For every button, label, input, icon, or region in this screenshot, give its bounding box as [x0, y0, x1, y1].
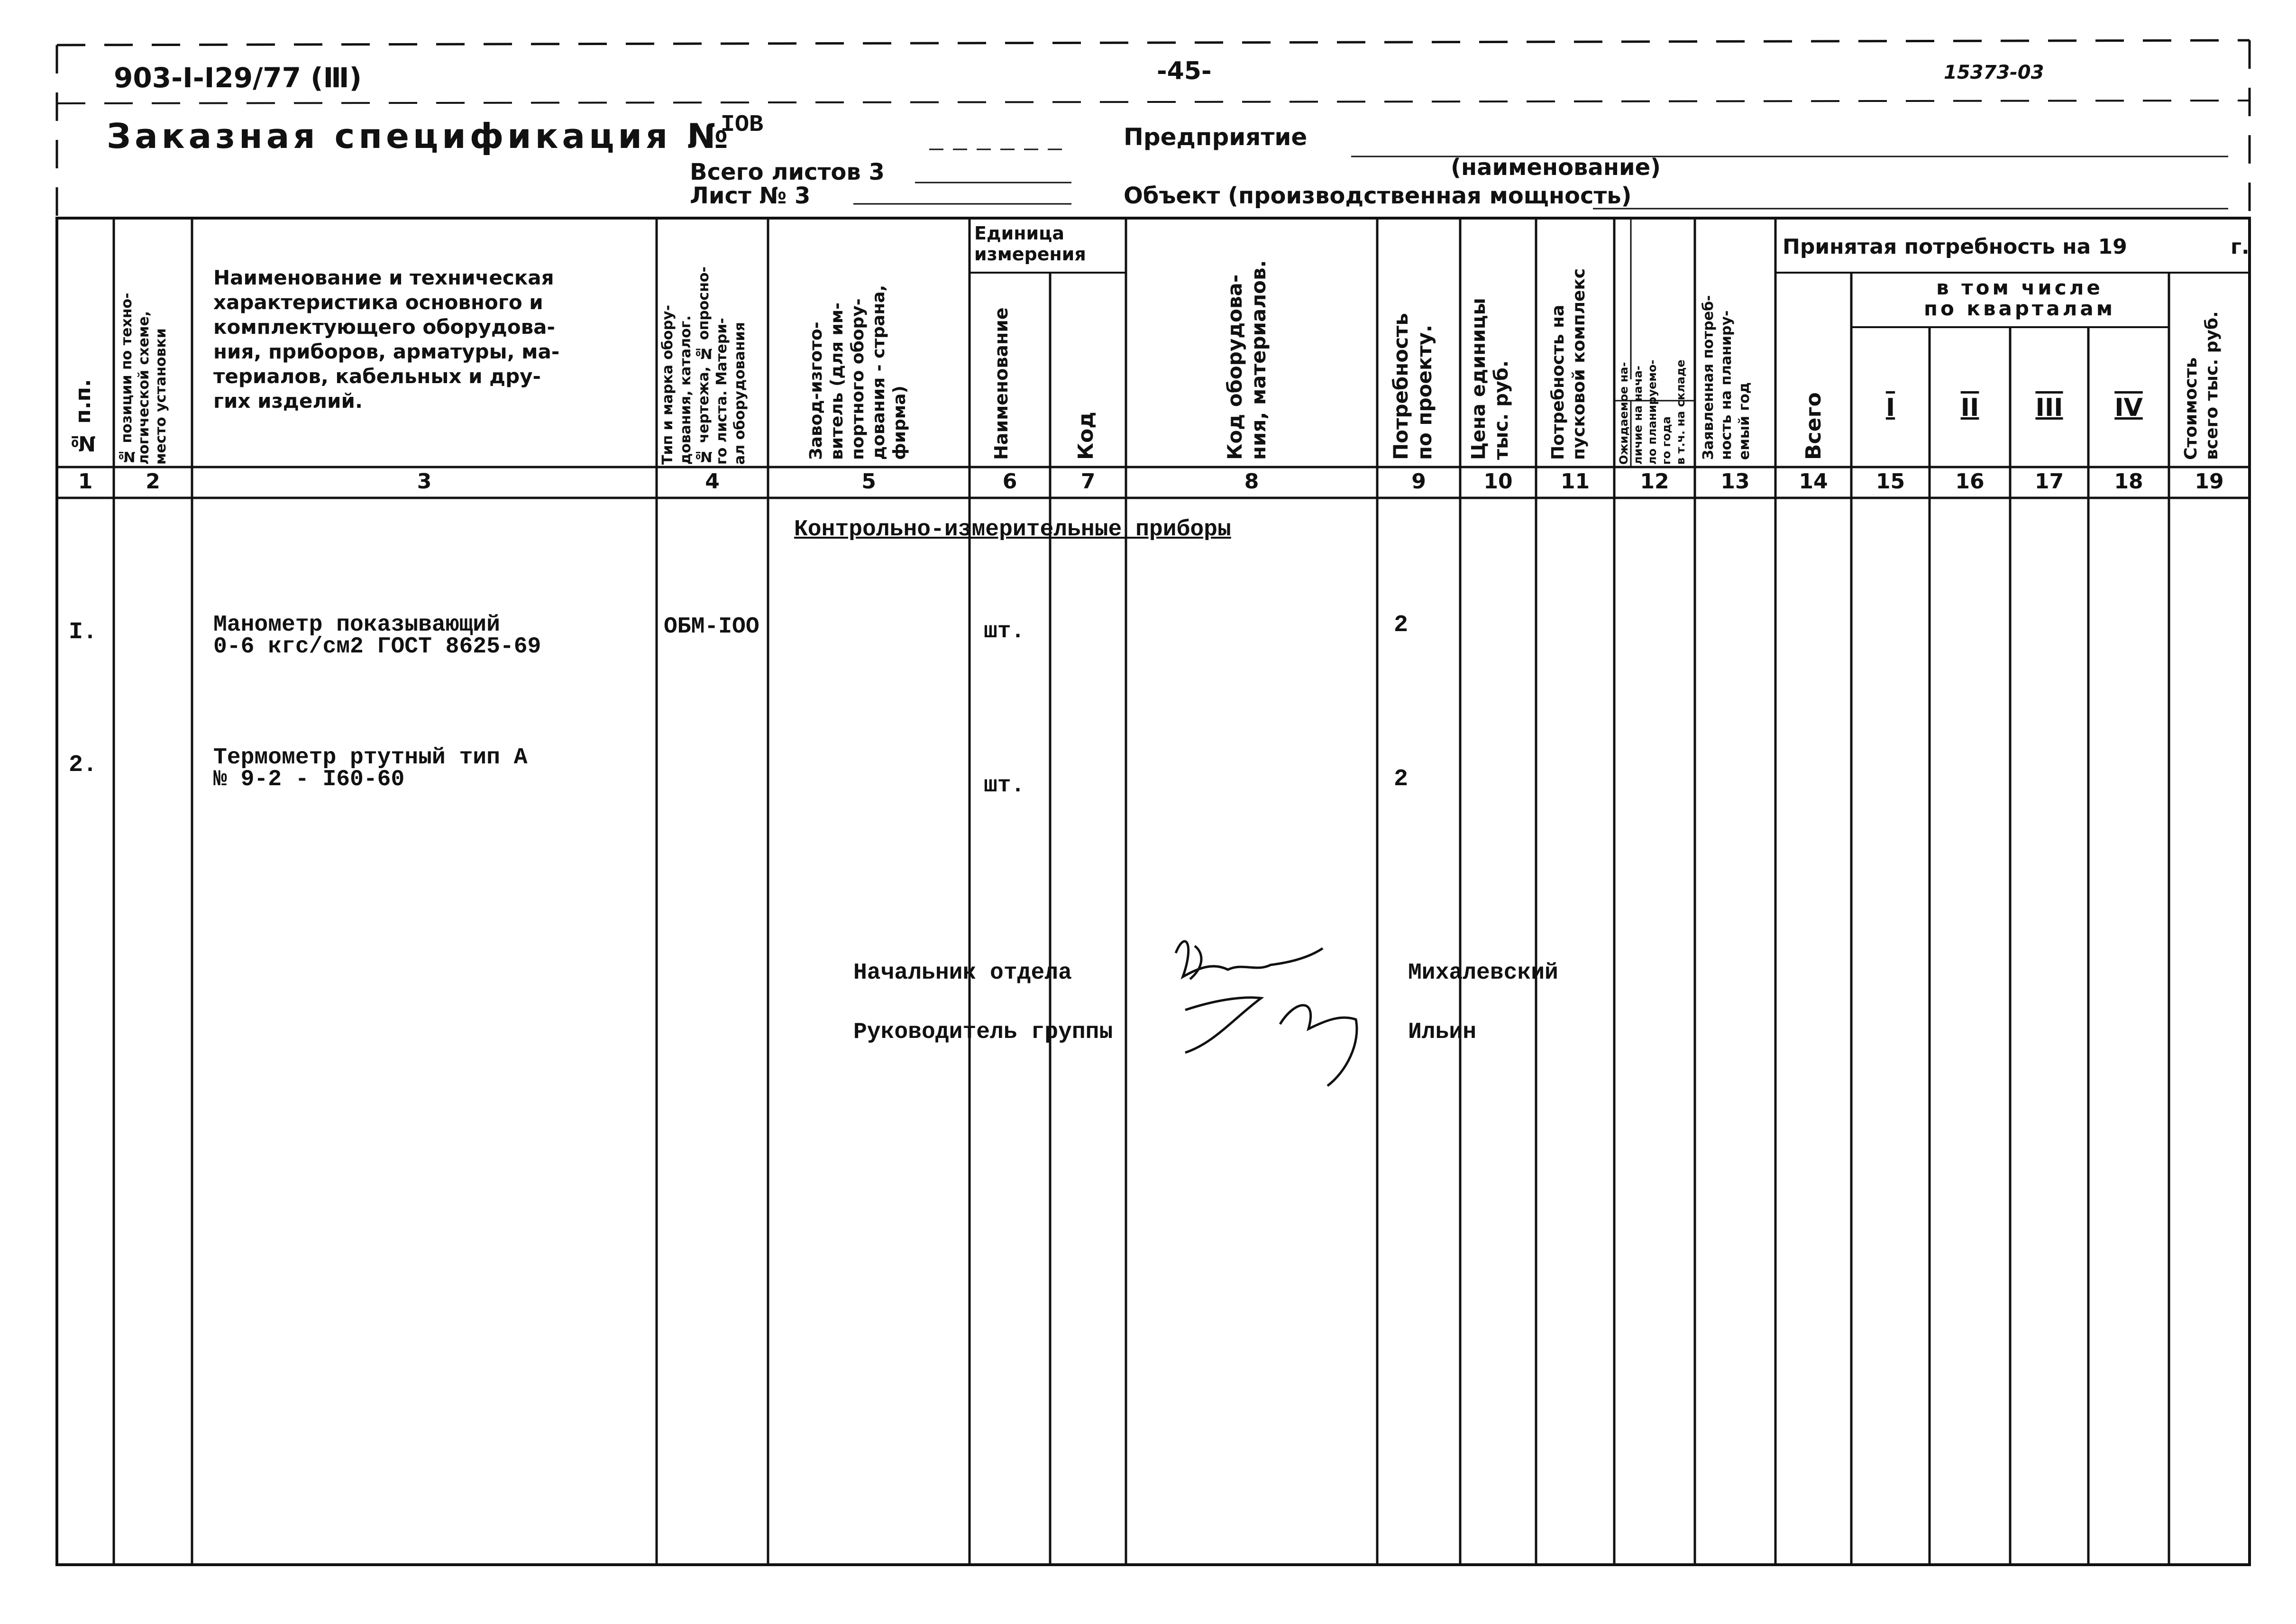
col-number: 13: [1720, 469, 1750, 494]
col-8-header: Код оборудова- ния, материалов.: [1223, 260, 1270, 460]
col-number: 15: [1875, 469, 1905, 494]
q3-header: III: [2035, 394, 2063, 422]
col-number: 19: [2195, 469, 2224, 494]
total-sheets: Всего листов 3: [690, 159, 885, 185]
col-4-header: Тип и марка обору- дования, каталог. № чертежа, № опросно- го листа. Матери- ал оборудования: [659, 266, 748, 465]
col-12-header: Ожидаемое на- личие на нача- ло планируемо- го года в т.ч. на складе: [1617, 359, 1687, 465]
spec-number: IOB: [721, 111, 764, 138]
col-number: 18: [2114, 469, 2143, 494]
col-number: 11: [1560, 469, 1590, 494]
enterprise-label: Предприятие: [1124, 123, 1308, 151]
name-caption: (наименование): [1451, 154, 1661, 181]
col-number: 2: [146, 469, 160, 494]
col-10-header: Цена единицы тыс. руб.: [1468, 298, 1512, 460]
section-title: Контрольно-измерительные приборы: [794, 517, 1231, 542]
col-number: 3: [417, 469, 432, 494]
signature-2: [1185, 998, 1357, 1086]
col-number: 16: [1955, 469, 1985, 494]
col-number: 12: [1640, 469, 1669, 494]
row-1-name-line2: 0-6 кгс/см2 ГОСТ 8625-69: [213, 634, 541, 660]
row-1-number: I.: [69, 619, 98, 646]
stamp-number: 15373-03: [1944, 62, 2044, 83]
accepted-need-label: Принятая потребность на 19: [1783, 235, 2127, 259]
signature-role-1: Начальник отдела: [853, 960, 1072, 986]
q4-header: IV: [2114, 394, 2143, 422]
col-number: 4: [705, 469, 720, 494]
col-number: 14: [1799, 469, 1828, 494]
row-2-qty: 2: [1394, 766, 1409, 793]
row-1-qty: 2: [1394, 612, 1409, 639]
row-1-unit: шт.: [984, 619, 1025, 644]
accepted-need-suffix: г.: [2231, 235, 2250, 259]
col-13-header: Заявленная потреб- ность на планиру- емый год: [1700, 295, 1753, 460]
col-number: 6: [1002, 469, 1017, 494]
col-1-header: № п.п.: [71, 379, 95, 455]
col-number: 9: [1411, 469, 1426, 494]
object-label: Объект (производственная мощность): [1124, 183, 1632, 209]
spec-title: Заказная спецификация №: [107, 116, 732, 156]
signature-role-2: Руководитель группы: [853, 1019, 1113, 1045]
col-6-header: Наименование: [991, 307, 1012, 460]
col-number: 10: [1483, 469, 1513, 494]
signature-name-2: Ильин: [1408, 1019, 1477, 1045]
col-number: 7: [1080, 469, 1096, 494]
signature-1: [1176, 941, 1323, 979]
signature-name-1: Михалевский: [1408, 960, 1558, 986]
col-2-header: № позиции по техно- логической схеме, место установки: [119, 293, 169, 465]
col-number: 1: [78, 469, 93, 494]
q2-header: II: [1960, 394, 1979, 422]
document-code: 903-I-I29/77 (Ⅲ): [114, 62, 362, 94]
col-number: 17: [2034, 469, 2064, 494]
col-14-header: Всего: [1802, 392, 1826, 460]
quarter-group-header: в том числе по кварталам: [1923, 276, 2116, 320]
col-9-header: Потребность по проекту.: [1389, 313, 1436, 460]
col-3-header: Наименование и техническая характеристика основного и комплектующего оборудова- ния, приборов, арматуры, ма- териалов, кабельных и дру- гих изделий.: [213, 266, 560, 413]
row-2-name-line1: Термометр ртутный тип А: [213, 745, 528, 771]
page-number: -45-: [1157, 57, 1212, 85]
col-number: 5: [861, 469, 876, 494]
row-1-name: [213, 614, 541, 658]
col-19-header: Стоимость всего тыс. руб.: [2181, 311, 2222, 460]
sheet-number: Лист № 3: [690, 183, 811, 209]
row-2-name-line2: № 9-2 - I60-60: [213, 767, 405, 792]
col-11-header: Потребность на пусковой комплекс: [1548, 268, 1589, 460]
row-2-name: [213, 747, 528, 790]
row-1-type: ОБМ-IOO: [664, 614, 759, 640]
col-5-header: Завод-изгото- витель (для им- портного обору- дования - страна, фирма): [806, 284, 909, 460]
row-2-unit: шт.: [984, 773, 1025, 798]
row-2-number: 2.: [69, 752, 98, 779]
col-7-header: Код: [1074, 412, 1098, 460]
row-1-name-line1: Манометр показывающий: [213, 612, 500, 638]
unit-group-header: Единица измерения: [974, 223, 1086, 265]
q1-header: I: [1885, 394, 1895, 422]
col-number: 8: [1244, 469, 1259, 494]
